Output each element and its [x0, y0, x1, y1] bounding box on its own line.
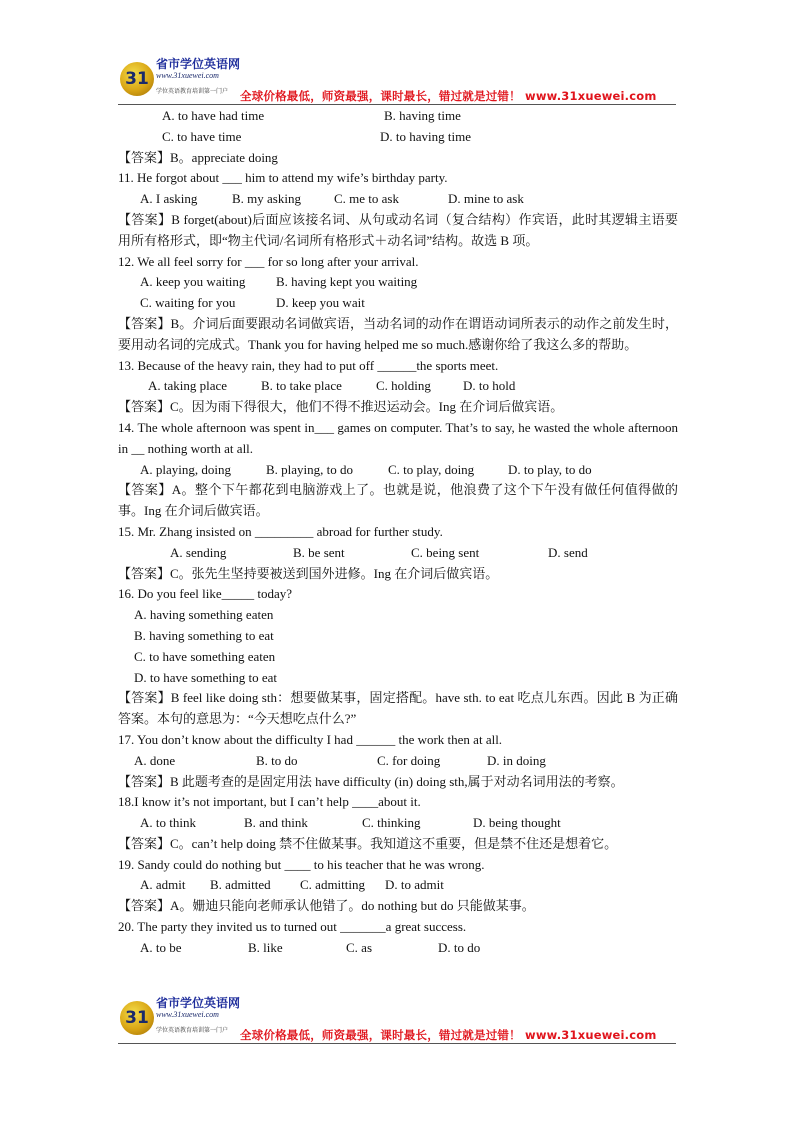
option-b: B. and think — [244, 815, 308, 831]
document-body — [118, 106, 678, 959]
options-row — [118, 751, 678, 772]
question-text: 20. The party they invited us to turned out _______a great success. — [118, 919, 467, 935]
option-d: D. being thought — [473, 815, 561, 831]
question-text: 19. Sandy could do nothing but ____ to his teacher that he was wrong. — [118, 856, 485, 872]
option-a: A. having something eaten — [134, 607, 274, 623]
option-b: B. admitted — [210, 877, 271, 893]
answer-text: 【答案】B 此题考查的是固定用法 have difficulty (in) doing sth,属于对动名词用法的考察。 — [118, 773, 624, 789]
option-b: B. be sent — [293, 544, 345, 560]
option-b: B. my asking — [232, 191, 301, 207]
answer-text: 【答案】B。appreciate doing — [118, 149, 278, 165]
option-d: D. send — [548, 544, 588, 560]
option-d: D. to have something to eat — [134, 669, 277, 685]
question-text: 16. Do you feel like_____ today? — [118, 586, 293, 602]
option-a: A. to think — [140, 815, 196, 831]
option-b: B. to do — [256, 752, 298, 768]
option-c: C. thinking — [362, 815, 421, 831]
header-banner — [118, 55, 676, 105]
option-a: A. playing, doing — [140, 461, 231, 477]
answer-text: 【答案】A。整个下午都花到电脑游戏上了。也就是说，他浪费了这个下午没有做任何值得做的事。Ing 在介词后做宾语。 — [118, 482, 678, 519]
options-row — [118, 272, 678, 293]
option-b: B. having time — [384, 108, 461, 123]
header-slogan: 全球价格最低，师资最强，课时最长，错过就是过错！ www.31xuewei.com — [240, 89, 657, 103]
option-d: D. mine to ask — [448, 191, 524, 207]
options-row — [118, 813, 678, 834]
options-row — [118, 127, 678, 148]
question-text: 18.I know it’s not important, but I can’t help ____about it. — [118, 794, 421, 810]
answer-text: 【答案】C。因为雨下得很大，他们不得不推迟运动会。Ing 在介词后做宾语。 — [118, 399, 564, 415]
logo-badge: 31 — [120, 62, 154, 96]
answer-text: 【答案】B forget(about)后面应该接名词、从句或动名词（复合结构）作宾语，此时其逻辑主语要用所有格形式，即“物主代词/名词所有格形式＋动名词”结构。故选 B 项。 — [118, 211, 678, 248]
options-row — [118, 376, 678, 397]
question-text: 12. We all feel sorry for ___ for so long after your arrival. — [118, 253, 419, 269]
options-row — [118, 189, 678, 210]
option-c: C. being sent — [411, 544, 480, 560]
footer-slogan: 全球价格最低，师资最强，课时最长，错过就是过错！ www.31xuewei.com — [240, 1028, 657, 1042]
logo-subtitle: 学位英语教育培训第一门户 — [156, 88, 229, 95]
answer-text: 【答案】B feel like doing sth：想要做某事，固定搭配。have sth. to eat 吃点儿东西。因此 B 为正确答案。本句的意思为：“今天想吃点什么?” — [118, 690, 678, 727]
options-row — [118, 875, 678, 896]
option-d: D. to admit — [385, 877, 444, 893]
logo-name: 省市学位英语网 — [156, 996, 241, 1010]
question-text: 14. The whole afternoon was spent in___ games on computer. That’s to say, he wasted the whole afternoon in __ nothing worth at all. — [118, 419, 678, 456]
option-c: C. me to ask — [334, 191, 399, 207]
option-c: C. holding — [376, 378, 431, 394]
option-c: C. waiting for you — [140, 295, 236, 311]
option-d: D. keep you wait — [276, 295, 365, 311]
option-b: B. having something to eat — [134, 627, 274, 643]
question-text: 15. Mr. Zhang insisted on _________ abroad for further study. — [118, 523, 443, 539]
logo-name: 省市学位英语网 — [156, 57, 241, 71]
option-b: B. to take place — [261, 378, 342, 394]
option-d: D. in doing — [487, 752, 546, 768]
options-row — [118, 293, 678, 314]
option-c: C. to have something eaten — [134, 648, 276, 664]
logo-subtitle: 学位英语教育培训第一门户 — [156, 1027, 229, 1034]
question-text: 13. Because of the heavy rain, they had to put off ______the sports meet. — [118, 357, 499, 373]
option-b: B. having kept you waiting — [276, 274, 418, 290]
answer-text: 【答案】A。姗迪只能向老师承认他错了。do nothing but do 只能做某事。 — [118, 898, 535, 914]
option-b: B. like — [248, 939, 283, 955]
option-c: C. admitting — [300, 877, 365, 893]
option-c: C. to play, doing — [388, 461, 475, 477]
options-row — [118, 543, 678, 564]
option-c: C. to have time — [162, 128, 242, 144]
question-text: 11. He forgot about ___ him to attend my wife’s birthday party. — [118, 170, 448, 186]
option-a: A. keep you waiting — [140, 274, 246, 290]
question-text: 17. You don’t know about the difficulty I had ______ the work then at all. — [118, 731, 503, 747]
header-rule — [118, 104, 676, 105]
option-a: A. admit — [140, 877, 186, 893]
option-a: A. sending — [170, 544, 227, 560]
option-d: D. to do — [438, 939, 481, 955]
option-b: B. playing, to do — [266, 461, 354, 477]
logo-url: www.31xuewei.com — [156, 1010, 219, 1019]
option-a: A. to have had time — [162, 108, 265, 123]
option-d: D. to play, to do — [508, 461, 592, 477]
logo-badge: 31 — [120, 1001, 154, 1035]
option-c: C. as — [346, 939, 372, 955]
option-a: A. done — [134, 752, 176, 768]
answer-text: 【答案】C。张先生坚持要被送到国外进修。Ing 在介词后做宾语。 — [118, 565, 499, 581]
logo-url: www.31xuewei.com — [156, 71, 219, 80]
option-c: C. for doing — [377, 752, 441, 768]
options-row — [118, 106, 678, 127]
option-d: D. to hold — [463, 378, 516, 394]
option-a: A. taking place — [148, 378, 228, 394]
option-a: A. to be — [140, 939, 182, 955]
options-row — [118, 938, 678, 959]
options-row — [118, 460, 678, 481]
footer-rule — [118, 1043, 676, 1044]
answer-text: 【答案】C。can’t help doing 禁不住做某事。我知道这不重要，但是禁不住还是想着它。 — [118, 835, 618, 851]
option-a: A. I asking — [140, 191, 198, 207]
answer-text: 【答案】B。介词后面要跟动名词做宾语，当动名词的动作在谓语动词所表示的动作之前发生时，要用动名词的完成式。Thank you for having helped me so much.感谢你给了我这么多的帮助。 — [118, 315, 678, 352]
option-d: D. to having time — [380, 128, 471, 144]
footer-banner — [118, 994, 676, 1044]
